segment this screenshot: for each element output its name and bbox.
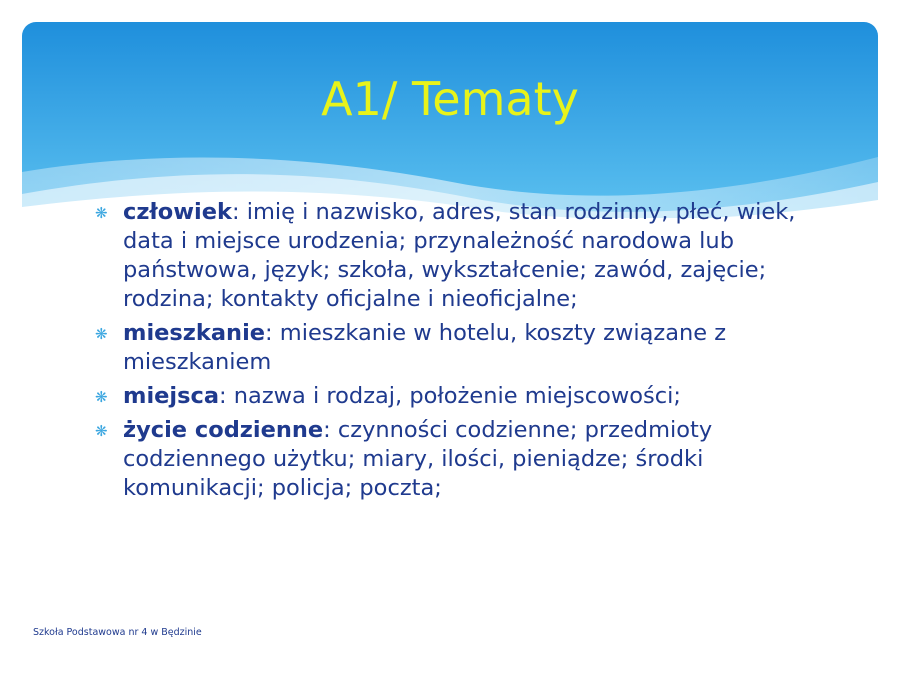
bullet-icon: ❋ xyxy=(95,388,108,406)
list-item xyxy=(95,382,825,411)
item-term: mieszkanie xyxy=(123,320,266,346)
bullet-icon: ❋ xyxy=(95,325,108,343)
footer-school-name: Szkoła Podstawowa nr 4 w Będzinie xyxy=(33,627,202,638)
item-term: miejsca xyxy=(123,383,220,409)
list-item xyxy=(95,198,825,314)
item-text: : czynności codzienne; przedmioty codziennego użytku; miary, ilości, pieniądze; środki komunikacji; policja; poczta; xyxy=(123,417,713,501)
list-item xyxy=(95,319,825,377)
list-item xyxy=(95,416,825,503)
item-text: : nazwa i rodzaj, położenie miejscowości; xyxy=(219,383,681,409)
topic-list xyxy=(95,198,825,508)
item-text: : imię i nazwisko, adres, stan rodzinny, płeć, wiek, data i miejsce urodzenia; przynależność narodowa lub państwowa, język; szkoła, wykształcenie; zawód, zajęcie; rodzina; kontakty oficjalne i nieoficjalne; xyxy=(123,199,796,312)
item-term: życie codzienne xyxy=(123,417,324,443)
bullet-icon: ❋ xyxy=(95,422,108,440)
item-text: : mieszkanie w hotelu, koszty związane z mieszkaniem xyxy=(123,320,727,375)
item-term: człowiek xyxy=(123,199,232,225)
bullet-icon: ❋ xyxy=(95,204,108,222)
slide-title: A1/ Tematy xyxy=(321,72,579,126)
